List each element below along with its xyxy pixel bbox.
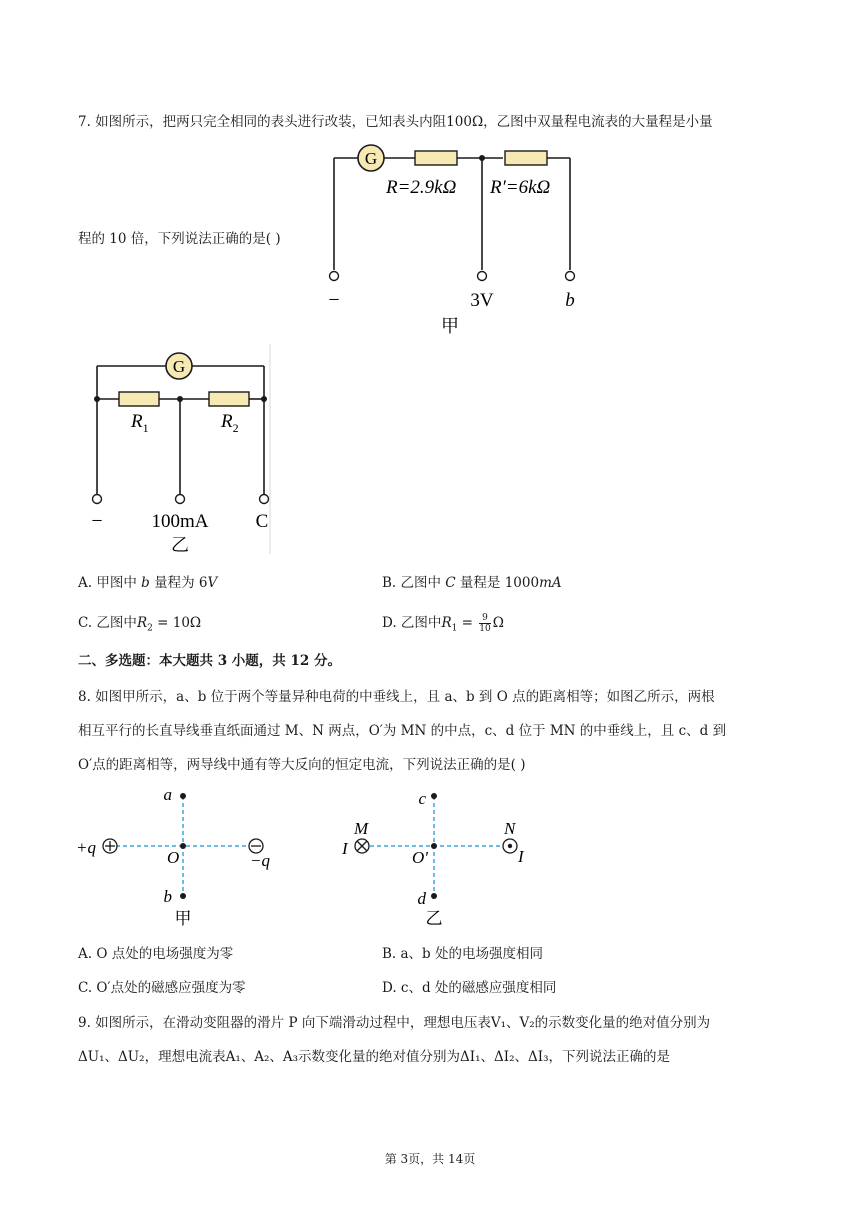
svg-text:R1: $R_1$ bbox=[131, 411, 149, 435]
svg-text:I: I bbox=[518, 847, 524, 866]
svg-text:甲: 甲 bbox=[174, 909, 192, 928]
resistor-R-prime bbox=[505, 151, 547, 165]
svg-text:100mA: 100mA bbox=[151, 511, 209, 532]
svg-text:M: M bbox=[354, 819, 369, 838]
q7-stem-line2: 程的 10 倍，下列说法正确的是( ) bbox=[78, 231, 281, 247]
svg-text:−q: −q bbox=[250, 851, 270, 870]
svg-text:b: b bbox=[163, 887, 172, 906]
resistor-R bbox=[415, 151, 457, 165]
q8-stem-line3: O′点的距离相等，两导线中通有等大反向的恒定电流，下列说法正确的是( ) bbox=[78, 757, 526, 773]
svg-text:N: N bbox=[504, 819, 516, 838]
svg-text:C: C bbox=[255, 511, 269, 532]
positive-charge-icon bbox=[103, 839, 117, 853]
q8-stem-line2: 相互平行的长直导线垂直纸面通过 M、N 两点，O′为 MN 的中点，c、d 位于 MN 的中垂线上，且 c、d 到 bbox=[78, 723, 727, 739]
svg-text:a: a bbox=[163, 785, 172, 804]
svg-text:d: d bbox=[417, 889, 426, 908]
q8-figure-yi bbox=[334, 784, 544, 930]
svg-text:−: − bbox=[91, 510, 103, 532]
svg-text:O: O bbox=[167, 848, 180, 867]
section-heading: 二、多选题：本大题共 3 小题，共 12 分。 bbox=[78, 653, 341, 669]
current-out-of-page-icon bbox=[503, 839, 517, 853]
svg-text:+q: +q bbox=[76, 838, 96, 857]
q8-option-b: B. a、b 处的电场强度相同 bbox=[382, 946, 543, 962]
svg-text:I: I bbox=[342, 839, 348, 858]
svg-text:3V: 3V bbox=[470, 290, 494, 311]
q7-option-d: D. 乙图中$R_1$ = $\frac{9}{10}$ Ω bbox=[382, 613, 504, 634]
q8-option-a: A. O 点处的电场强度为零 bbox=[78, 946, 234, 962]
svg-text:b: b bbox=[565, 290, 575, 311]
current-into-page-icon bbox=[355, 839, 369, 853]
q8-option-d: D. c、d 处的磁感应强度相同 bbox=[382, 980, 557, 996]
svg-text:R2: $R_2$ bbox=[221, 411, 239, 435]
q7-stem-line1: 7. 如图所示，把两只完全相同的表头进行改装，已知表头内阻100Ω，乙图中双量程电流表的大量程是小量 bbox=[78, 114, 713, 130]
q8-stem-line1: 8. 如图甲所示，a、b 位于两个等量异种电荷的中垂线上，且 a、b 到 O 点的距离相等；如图乙所示，两根 bbox=[78, 689, 715, 705]
q8-option-c: C. O′点处的磁感应强度为零 bbox=[78, 980, 246, 996]
svg-text:−: − bbox=[328, 289, 340, 311]
q7-option-c: C. 乙图中$R_2 = 10\Omega$ bbox=[78, 615, 202, 634]
q8-figure-jia bbox=[74, 784, 284, 930]
svg-text:乙: 乙 bbox=[171, 535, 189, 554]
resistor-R1 bbox=[119, 392, 159, 406]
svg-text:甲: 甲 bbox=[441, 316, 459, 336]
page-footer: 第 3页，共 14页 bbox=[384, 1152, 476, 1166]
svg-text:R′=6kΩ: R′=6kΩ bbox=[490, 177, 551, 198]
resistor-R2 bbox=[209, 392, 249, 406]
svg-text:R=2.9kΩ: R=2.9kΩ bbox=[386, 177, 457, 198]
svg-text:G: G bbox=[364, 149, 378, 168]
q7-figure-jia bbox=[320, 140, 590, 340]
svg-text:c: c bbox=[418, 789, 426, 808]
q9-stem-line2: ΔU₁、ΔU₂，理想电流表A₁、A₂、A₃示数变化量的绝对值分别为ΔI₁、ΔI₂、ΔI₃，下列说法正确的是 bbox=[78, 1049, 671, 1065]
q7-option-b: B. 乙图中 C 量程是 1000mA bbox=[382, 575, 562, 591]
q7-figure-yi bbox=[84, 344, 284, 554]
svg-text:O′: O′ bbox=[412, 848, 428, 867]
svg-text:乙: 乙 bbox=[425, 909, 443, 928]
q9-stem-line1: 9. 如图所示，在滑动变阻器的滑片 P 向下端滑动过程中，理想电压表V₁、V₂的示数变化量的绝对值分别为 bbox=[78, 1015, 711, 1031]
svg-text:G: G bbox=[172, 357, 186, 376]
q7-option-a: A. 甲图中 b 量程为 6V bbox=[78, 575, 218, 591]
